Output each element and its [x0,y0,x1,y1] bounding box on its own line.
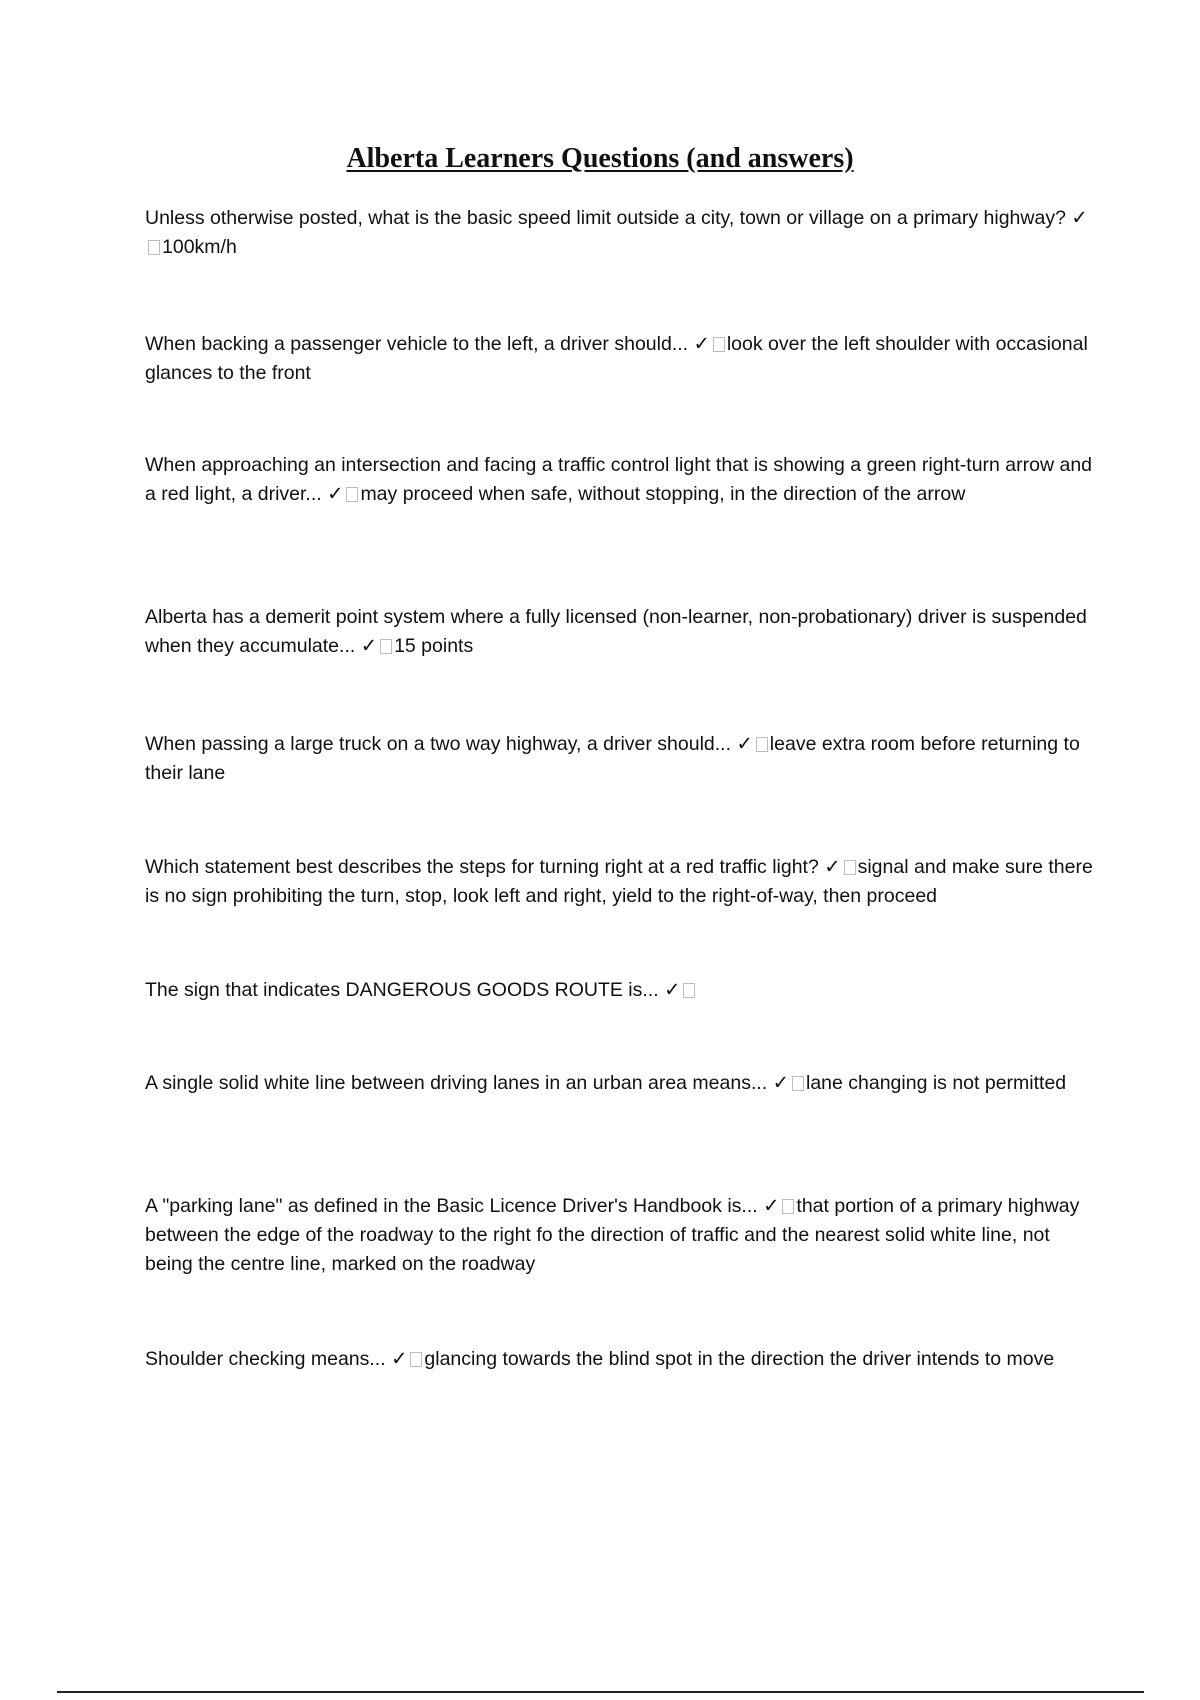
check-icon: ✓ [391,1348,408,1370]
question-text: Alberta has a demerit point system where a fully licensed (non-learner, non-probationary) driver is suspended when they accumulate... [145,606,1087,657]
checkbox-placeholder-icon [148,240,160,255]
qa-item-4 [145,603,1095,661]
answer-text: look over the left shoulder with occasional glances to the front [145,333,1088,384]
checkbox-placeholder-icon [683,983,695,998]
question-text: When approaching an intersection and facing a traffic control light that is showing a green right-turn arrow and a red light, a driver... [145,454,1093,505]
question-text: When backing a passenger vehicle to the left, a driver should... [145,333,689,355]
footer-divider [57,1691,1144,1693]
qa-item-2 [145,330,1095,388]
question-text: The sign that indicates DANGEROUS GOODS ROUTE is... [145,979,659,1001]
question-text: A single solid white line between driving lanes in an urban area means... [145,1072,768,1094]
check-icon: ✓ [772,1072,789,1094]
document-title: Alberta Learners Questions (and answers) [346,143,854,174]
checkbox-placeholder-icon [380,639,392,654]
qa-item-10 [145,1345,1095,1374]
checkbox-placeholder-icon [346,487,358,502]
check-icon: ✓ [360,635,378,657]
answer-text: lane changing is not permitted [805,1072,1067,1094]
check-icon: ✓ [763,1195,780,1217]
question-text: Shoulder checking means... [145,1348,386,1370]
qa-item-5 [145,730,1095,788]
check-icon: ✓ [824,856,841,878]
answer-text: leave extra room before returning to their lane [145,733,1080,784]
qa-item-1 [145,204,1095,262]
check-icon: ✓ [327,483,344,505]
checkbox-placeholder-icon [844,860,856,875]
qa-item-8 [145,1069,1095,1098]
checkbox-placeholder-icon [782,1199,794,1214]
question-text: When passing a large truck on a two way highway, a driver should... [145,733,732,755]
answer-text: signal and make sure there is no sign prohibiting the turn, stop, look left and right, yield to the right-of-way, then proceed [145,856,1093,907]
check-icon: ✓ [664,979,681,1001]
check-icon: ✓ [736,733,753,755]
check-icon: ✓ [693,333,710,355]
answer-text: glancing towards the blind spot in the direction the driver intends to move [424,1348,1055,1370]
question-text: Unless otherwise posted, what is the basic speed limit outside a city, town or village on a primary highway? [145,207,1066,229]
checkbox-placeholder-icon [792,1076,804,1091]
qa-item-9 [145,1192,1095,1279]
checkbox-placeholder-icon [756,737,768,752]
answer-text: may proceed when safe, without stopping, in the direction of the arrow [360,483,966,505]
qa-item-6 [145,853,1095,911]
question-text: Which statement best describes the steps for turning right at a red traffic light? [145,856,819,878]
checkbox-placeholder-icon [410,1352,422,1367]
checkbox-placeholder-icon [713,337,725,352]
qa-item-3 [145,451,1095,509]
question-text: A "parking lane" as defined in the Basic Licence Driver's Handbook is... [145,1195,758,1217]
answer-text: 15 points [394,635,474,657]
answer-text: 100km/h [162,236,237,258]
check-icon: ✓ [1071,207,1088,229]
answer-text: that portion of a primary highway between the edge of the roadway to the right fo the direction of traffic and the nearest solid white line, not being the centre line, marked on the roadway [145,1195,1080,1275]
qa-item-7 [145,976,1095,1005]
